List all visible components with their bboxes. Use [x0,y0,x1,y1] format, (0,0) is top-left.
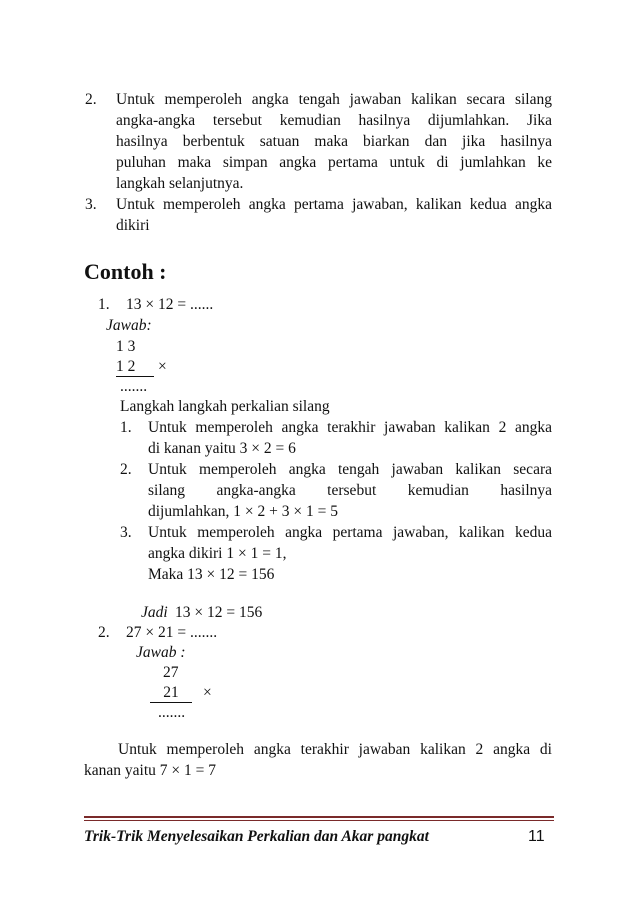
step-text-line: dijumlahkan, 1 × 2 + 3 × 1 = 5 [148,503,338,520]
section-heading: Contoh : [84,259,167,284]
result-placeholder: ....... [158,704,186,721]
operand-top: 27 [163,664,179,681]
conclusion-value: 13 × 12 = 156 [175,604,263,621]
list-number: 2. [85,91,97,108]
paragraph-line: kanan yaitu 7 × 1 = 7 [84,762,216,779]
step-number: 1. [120,419,132,436]
example-problem: 13 × 12 = ...... [126,296,214,313]
step-text-line: di kanan yaitu 3 × 2 = 6 [148,440,296,457]
footer-rule-thin [84,820,554,821]
multiply-operator: × [203,684,212,701]
list-number: 3. [85,196,97,213]
list-text-line: hasilnya berbentuk satuan maka biarkan dan jika hasilnya [116,133,552,150]
list-text-line: langkah selanjutnya. [116,175,244,192]
example-number: 2. [98,624,110,641]
steps-title: Langkah langkah perkalian silang [120,398,330,415]
result-placeholder: ....... [120,378,148,395]
step-text-line: Maka 13 × 12 = 156 [148,566,275,583]
answer-label: Jawab: [106,317,152,334]
operand-top: 1 3 [116,338,136,355]
list-text-line: puluhan maka simpan angka pertama untuk di jumlahkan ke [116,154,552,171]
example-problem: 27 × 21 = ....... [126,624,218,641]
step-number: 2. [120,461,132,478]
footer-title: Trik-Trik Menyelesaikan Perkalian dan Akar pangkat [84,828,429,845]
step-number: 3. [120,524,132,541]
paragraph-line: Untuk memperoleh angka terakhir jawaban kalikan 2 angka di [118,741,552,758]
list-text-line: angka-angka tersebut kemudian hasilnya dijumlahkan. Jika [116,112,552,129]
conclusion-label: Jadi [141,604,168,621]
operand-bottom: 1 2 [116,358,154,377]
multiply-operator: × [158,358,167,375]
list-text-line: dikiri [116,217,150,234]
list-text-line: Untuk memperoleh angka tengah jawaban kalikan secara silang [116,91,552,108]
step-text-line: Untuk memperoleh angka pertama jawaban, kalikan kedua [148,524,552,541]
operand-bottom: 21 [150,684,192,703]
footer-rule [84,816,554,818]
step-text-line: angka dikiri 1 × 1 = 1, [148,545,287,562]
step-text-line: Untuk memperoleh angka terakhir jawaban kalikan 2 angka [148,419,552,436]
page-number: 11 [528,828,545,845]
list-text-line: Untuk memperoleh angka pertama jawaban, kalikan kedua angka [116,196,552,213]
step-text-line: Untuk memperoleh angka tengah jawaban kalikan secara [148,461,552,478]
step-text-line: silang angka-angka tersebut kemudian hasilnya [148,482,552,499]
answer-label: Jawab : [136,644,186,661]
example-number: 1. [98,296,110,313]
